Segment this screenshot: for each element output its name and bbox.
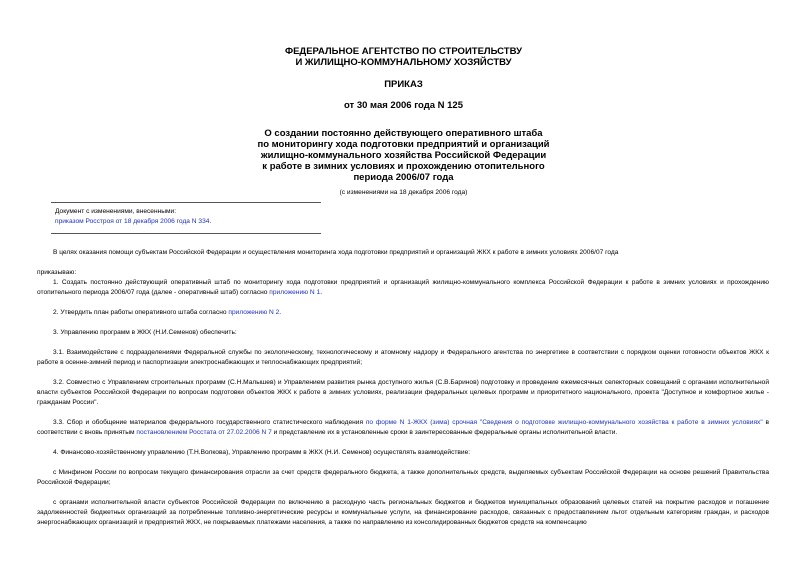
appendix-1-link[interactable]: приложению N 1 <box>269 289 321 296</box>
organization-name <box>0 46 807 68</box>
paragraph-2: 2. Утвердить план работы оперативного штаба согласно приложению N 2. <box>53 309 282 316</box>
changes-box <box>55 207 211 227</box>
title-line: О создании постоянно действующего оперативного штаба <box>264 128 543 139</box>
appendix-2-link[interactable]: приложению N 2 <box>228 309 280 316</box>
amendment-note: (с изменениями на 18 декабря 2006 года) <box>339 189 468 196</box>
title-line: жилищно-коммунального хозяйства Российской Федерации <box>260 150 547 161</box>
title-line: к работе в зимних условиях и прохождению отопительного <box>262 161 545 172</box>
paragraph-3-1: 3.1. Взаимодействие с подразделениями Федеральной службы по экологическому, технологическому и атомному надзору и Федерального агентства по энергетике в соответствии с порядком оценки готовности объектов ЖКХ к работе в осенне-зимний период и паспортизации электроснабжающих и теплоснабжающих предприятий; <box>37 349 769 366</box>
document-body <box>37 248 769 528</box>
changes-box-bottom-rule <box>51 233 321 234</box>
paragraph-1: 1. Создать постоянно действующий оперативный штаб по мониторингу хода подготовки предприятий и организаций жилищно-коммунального комплекса Российской Федерации к работе в зимних условиях и прохождению отопительного периода 2006/07 года (далее - оперативный штаб) согласно приложению N 1. <box>37 279 769 296</box>
paragraph-3-2: 3.2. Совместно с Управлением строительных программ (С.Н.Малышев) и Управлением развития рынка доступного жилья (С.В.Баринов) подготовку и проведение ежемесячных селекторных совещаний с органами исполнительной власти субъектов Российской Федерации по вопросам подготовки объектов ЖКХ к работе в зимних условиях, реализации федеральных целевых программ и приоритетного национального, проекта "Доступное и комфортное жилье - гражданам России". <box>37 379 769 406</box>
paragraph-3: 3. Управлению программ в ЖКХ (Н.И.Семенов) обеспечить: <box>53 329 237 336</box>
title-line: по мониторингу хода подготовки предприятий и организаций <box>257 139 550 150</box>
paragraph-4-a: с Минфином России по вопросам текущего финансирования отрасли за счет средств федерального бюджета, а также дополнительных средств, выделяемых субъектам Российской Федерации на основе решений Правительства Российской Федерации; <box>37 469 769 486</box>
intro-paragraph: В целях оказания помощи субъектам Российской Федерации и осуществления мониторинга хода подготовки предприятий и организаций ЖКХ к работе в зимних условиях 2006/07 года <box>53 249 619 256</box>
organization-line-1: ФЕДЕРАЛЬНОЕ АГЕНТСТВО ПО СТРОИТЕЛЬСТВУ <box>284 46 523 57</box>
document-title <box>0 128 807 183</box>
document-date-number: от 30 мая 2006 года N 125 <box>343 100 464 111</box>
document-type: ПРИКАЗ <box>384 79 423 90</box>
changes-box-entry: приказом Росстроя от 18 декабря 2006 года N 334. <box>55 218 212 225</box>
paragraph-3-3: 3.3. Сбор и обобщение материалов федерального государственного статистического наблюдения по форме N 1-ЖКХ (зима) срочная "Сведения о подготовке жилищно-коммунального хозяйства к работе в зимних условиях" в соответствии с вновь принятым постановлением Росстата от 27.02.2006 N 7 и представление их в установленные сроки в заинтересованные федеральные органы исполнительной власти. <box>37 419 769 436</box>
rosstat-resolution-link[interactable]: постановлением Росстата от 27.02.2006 N 7 <box>136 429 272 436</box>
changes-box-top-rule <box>51 202 321 203</box>
form-1-zhkh-link[interactable]: по форме N 1-ЖКХ (зима) срочная "Сведения о подготовке жилищно-коммунального хозяйства к работе в зимних условиях" <box>365 419 763 426</box>
paragraph-4-b: с органами исполнительной власти субъектов Российской Федерации по включению в расходную часть региональных бюджетов и бюджетов муниципальных образований целевых статей на покрытие расходов и погашение задолженностей бюджетных организаций за потребленные топливно-энергетические ресурсы и коммунальные услуги, на финансирование расходов, связанных с предоставлением льгот отдельным категориям граждан, и расходов энергоснабжающих организаций и предприятий ЖКХ, не покрываемых платежами населения, а также по направлению из консолидированных бюджетов средств на компенсацию <box>37 499 769 526</box>
paragraph-4: 4. Финансово-хозяйственному управлению (Т.Н.Волкова), Управлению программ в ЖКХ (Н.И. Семенов) осуществлять взаимодействие: <box>53 449 471 456</box>
changes-box-caption: Документ с изменениями, внесенными: <box>55 208 177 215</box>
title-line: периода 2006/07 года <box>353 172 454 183</box>
order-word: приказываю: <box>37 269 77 276</box>
organization-line-2: И ЖИЛИЩНО-КОММУНАЛЬНОМУ ХОЗЯЙСТВУ <box>295 57 512 68</box>
amendment-order-link[interactable]: приказом Росстроя от 18 декабря 2006 года N 334 <box>55 218 210 225</box>
